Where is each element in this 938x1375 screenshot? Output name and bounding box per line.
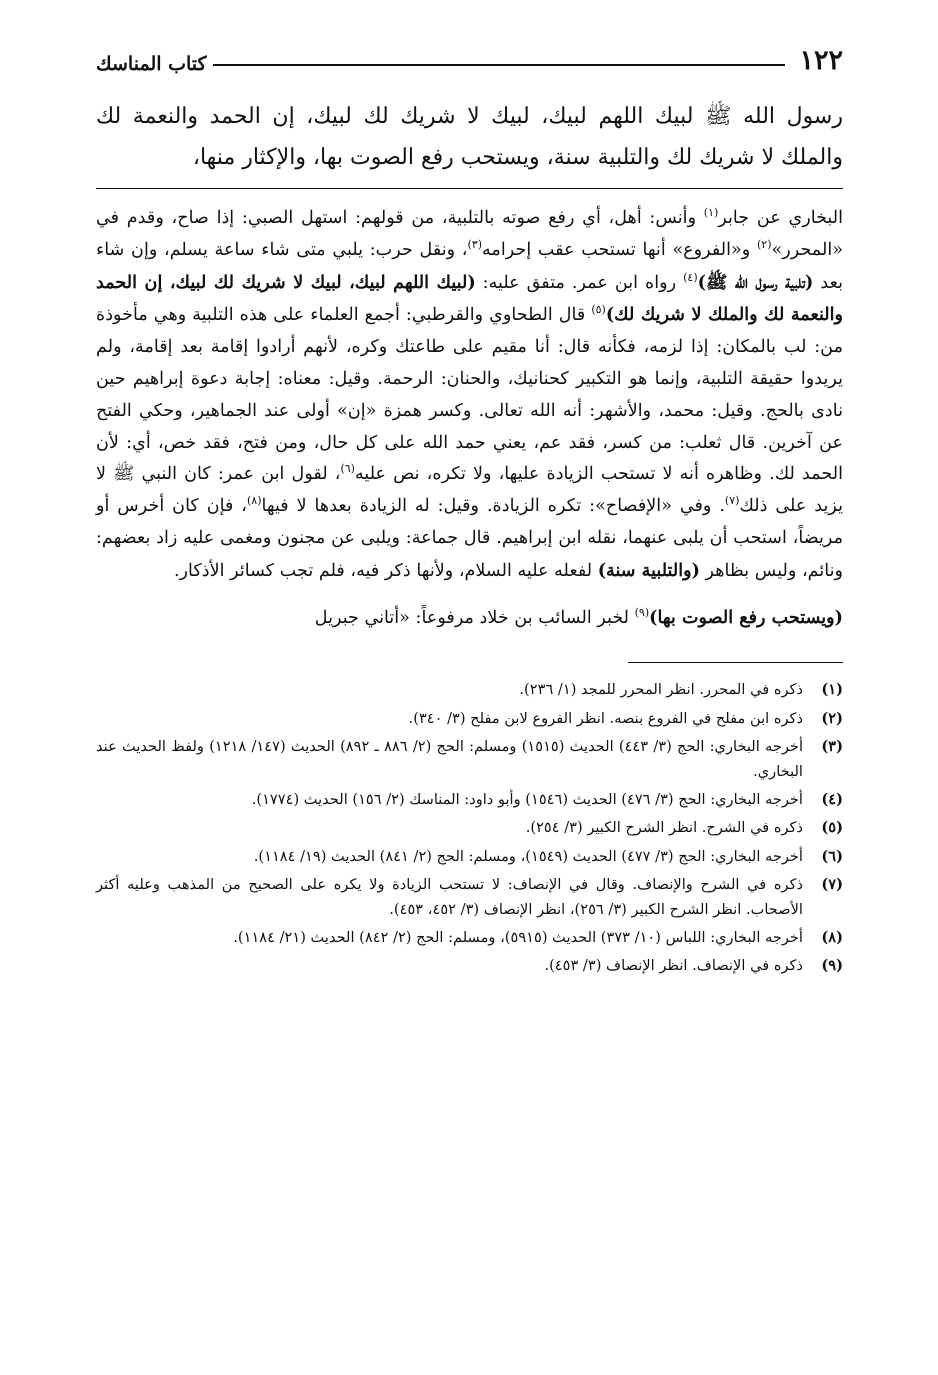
footnote-ref: (٦) <box>340 462 355 476</box>
text-run: البخاري عن جابر <box>718 208 843 228</box>
footnote-ref: (٨) <box>247 494 262 508</box>
footnote-text: ذكره ابن مفلح في الفروع بنصه. انظر الفروع لابن مفلح (٣/ ٣٤٠). <box>408 709 803 727</box>
footnote-text: أخرجه البخاري: الحج (٣/ ٤٤٣) الحديث (١٥١٥) ومسلم: الحج (٢/ ٨٨٦ ـ ٨٩٢) الحديث (١٤٧/ ١٢١٨) ولفظ الحديث عند البخاري. <box>96 737 804 780</box>
text-run: وأنس: أهل، أي رفع صوته بالتلبية، من قولهم: استهل الصبي: إذا صاح، وقدم في «المحرر» <box>96 208 843 260</box>
text-run: لخبر السائب بن خلاد مرفوعاً: «أتاني جبريل <box>314 607 635 628</box>
footnote <box>96 815 843 840</box>
footnote-ref: (٣) <box>467 237 482 251</box>
footnote-number: (٧) <box>821 875 843 893</box>
bold-quote: (لبيك اللهم لبيك، لبيك لا شريك لك لبيك، إن الحمد والنعمة لك والملك لا شريك لك) <box>96 271 843 326</box>
page-number: ١٢٢ <box>799 45 843 76</box>
bold-quote: (والتلبية سنة) <box>597 559 700 581</box>
footnote-ref: (٩) <box>634 605 650 619</box>
footnote-number: (٩) <box>821 957 843 975</box>
text-run: ، فإن كان أخرس أو مريضاً، استحب أن يلبى عنهما، نقله ابن إبراهيم. قال جماعة: ويلبى عن مجنون ومغمى عليه زاد بعضهم: ونائم، وليس بظاهر <box>96 496 843 581</box>
text-run: و«الفروع» أنها تستحب عقب إحرامه <box>482 239 757 260</box>
footnote-number: (٥) <box>821 819 843 837</box>
footnote-number: (٦) <box>821 847 843 865</box>
footnote <box>96 734 843 784</box>
footnote-number: (٢) <box>821 709 843 727</box>
footnote-ref: (٥) <box>591 303 606 317</box>
commentary-paragraph <box>96 602 843 635</box>
paragraph-gap <box>96 588 843 602</box>
footnote-text: ذكره في الشرح. انظر الشرح الكبير (٣/ ٢٥٤). <box>525 819 803 837</box>
page-header <box>96 38 843 74</box>
footnote <box>96 953 843 978</box>
footnote <box>96 706 843 731</box>
text-run: رواه ابن عمر. متفق عليه: <box>475 272 684 293</box>
footnote-text: ذكره في الشرح والإنصاف. وقال في الإنصاف: لا تستحب الزيادة ولا يكره على الصحيح من المذهب وعليه أكثر الأصحاب. انظر الشرح الكبير (٣/ ٢٥٦)، انظر الإنصاف (٣/ ٤٥٢، ٤٥٣). <box>96 875 803 918</box>
footnote-ref: (٢) <box>756 237 772 251</box>
footnote-text: ذكره في المحرر. انظر المحرر للمجد (١/ ٢٣٦). <box>519 681 803 699</box>
footnote-divider <box>628 662 843 663</box>
chapter-title: كتاب المناسك <box>96 53 207 75</box>
commentary-paragraph <box>96 203 843 588</box>
text-run: ، ونقل حرب: يلبي متى شاء ساعة يسلم، وإن شاء بعد <box>96 239 843 293</box>
footnote <box>96 925 843 950</box>
footnotes <box>96 677 843 978</box>
text-run: لفعله عليه السلام، ولأنها ذكر فيه، فلم تجب كسائر الأذكار. <box>173 560 598 581</box>
main-text-divider <box>96 188 843 189</box>
text-run: . وفي «الإفصاح»: تكره الزيادة. وقيل: له الزيادة بعدها لا فيها <box>261 496 725 517</box>
commentary <box>96 203 843 634</box>
footnote-ref: (١) <box>703 206 719 220</box>
footnote-number: (٣) <box>821 737 843 755</box>
footnote-text: أخرجه البخاري: الحج (٣/ ٤٧٧) الحديث (١٥٤٩)، ومسلم: الحج (٢/ ٨٤١) الحديث (١٩/ ١١٨٤). <box>253 847 803 865</box>
footnote-ref: (٧) <box>724 494 740 508</box>
footnote <box>96 787 843 812</box>
footnote-text: أخرجه البخاري: الحج (٣/ ٤٧٦) الحديث (١٥٤٦) وأبو داود: المناسك (٢/ ١٥٦) الحديث (١٧٧٤). <box>251 791 803 809</box>
text-run: ، لقول ابن عمر: كان النبي ﷺ لا يزيد على ذلك <box>96 464 843 517</box>
footnote <box>96 677 843 702</box>
text-run: قال الطحاوي والقرطبي: أجمع العلماء على هذه التلبية وهي مأخوذة من: لب بالمكان: إذا لزمه، فكأنه قال: أنا مقيم على طاعتك وكره، لأنهم أرادوا إقامة بعد إقامة، ولم يريدوا حقيقة التلبية، وإنما هو التكبير كحنانيك، والحنان: الرحمة. وقيل: معناه: إجابة دعوة إبراهيم حين نادى بالحج. وقيل: محمد، والأشهر: أنه الله تعالى. وكسر همزة «إن» أولى عند الجماهير، وحكي الفتح عن آخرين. قال ثعلب: من كسر، فقد عم، يعني حمد الله على كل حال، ومن فتح، فقد خص، أي: لأن الحمد لك. وظاهره أنه لا تستحب الزيادة عليها، ولا تكره، نص عليه <box>96 305 843 485</box>
footnote-number: (٨) <box>821 929 843 947</box>
footnote-text: ذكره في الإنصاف. انظر الإنصاف (٣/ ٤٥٣). <box>544 957 803 975</box>
footnote-number: (٤) <box>821 791 843 809</box>
header-rule <box>213 64 786 66</box>
footnote-number: (١) <box>821 681 843 699</box>
footnote-ref: (٤) <box>683 270 698 284</box>
footnote-text: أخرجه البخاري: اللباس (١٠/ ٣٧٣) الحديث (٥٩١٥)، ومسلم: الحج (٢/ ٨٤٢) الحديث (٢١/ ١١٨٤). <box>233 929 803 947</box>
main-text: رسول الله ﷺ لبيك اللهم لبيك، لبيك لا شريك لك لبيك، إن الحمد والنعمة لك والملك لا شريك لك والتلبية سنة، ويستحب رفع الصوت بها، والإكثار منها، <box>96 104 843 170</box>
footnote <box>96 872 843 922</box>
bold-quote: (تلبية رسول الله ﷺ) <box>697 271 814 293</box>
footnote <box>96 844 843 869</box>
bold-quote: (ويستحب رفع الصوت بها) <box>649 606 843 628</box>
